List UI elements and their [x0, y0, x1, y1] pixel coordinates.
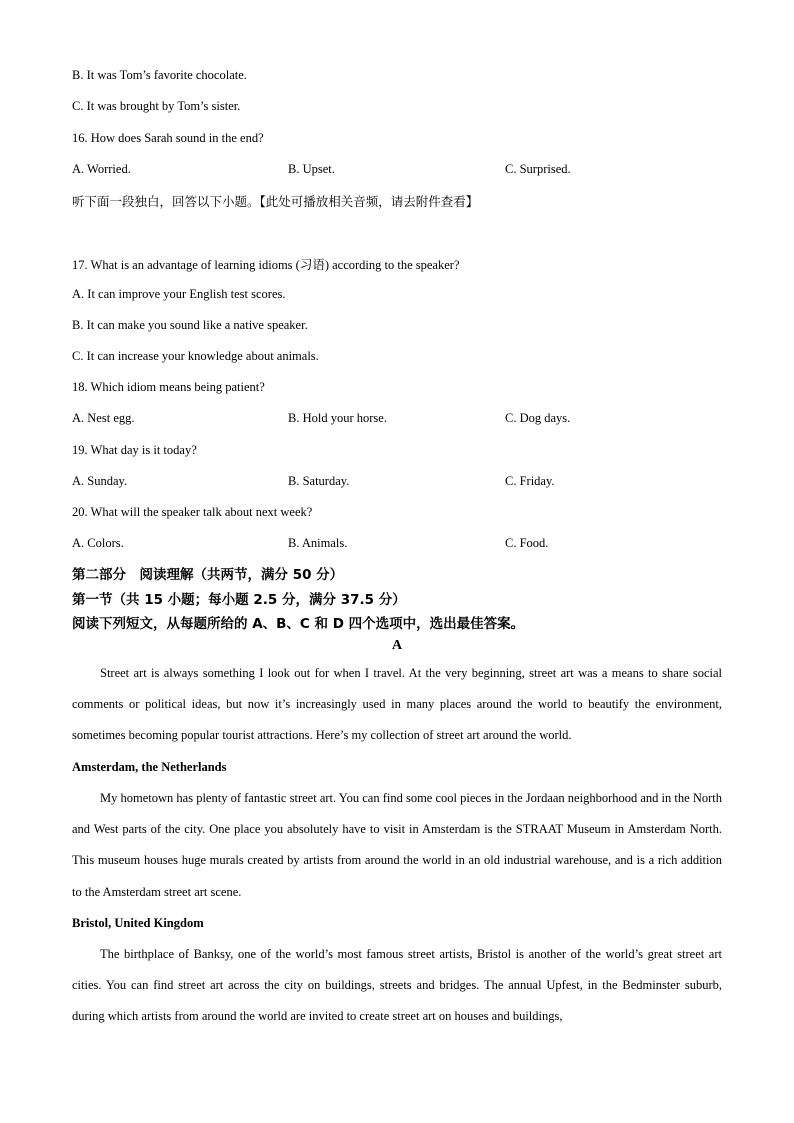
q18-option-b: B. Hold your horse. — [288, 411, 387, 425]
q17-option-c: C. It can increase your knowledge about animals. — [72, 349, 319, 363]
q17-option-b: B. It can make you sound like a native speaker. — [72, 318, 308, 332]
section1-title: 第一节（共 15 小题；每小题 2.5 分，满分 37.5 分） — [72, 592, 406, 608]
q17-option-a: A. It can improve your English test scores. — [72, 287, 286, 301]
q20-option-c: C. Food. — [505, 536, 549, 550]
q16-option-a: A. Worried. — [72, 162, 131, 176]
monologue-instruction: 听下面一段独白，回答以下小题。【此处可播放相关音频，请去附件查看】 — [72, 194, 479, 209]
passage-label: A — [391, 638, 403, 653]
part2-title: 第二部分 阅读理解（共两节，满分 50 分） — [72, 567, 344, 583]
q19-option-a: A. Sunday. — [72, 474, 128, 488]
q15-option-b: B. It was Tom’s favorite chocolate. — [72, 68, 247, 82]
q20-option-b: B. Animals. — [288, 536, 348, 550]
q15-option-c: C. It was brought by Tom’s sister. — [72, 99, 241, 113]
q16-option-b: B. Upset. — [288, 162, 335, 176]
q20-option-a: A. Colors. — [72, 536, 124, 550]
bristol-heading: Bristol, United Kingdom — [72, 916, 204, 930]
q19-option-c: C. Friday. — [505, 474, 555, 488]
q16-stem: 16. How does Sarah sound in the end? — [72, 131, 264, 145]
amsterdam-paragraph: My hometown has plenty of fantastic street art. You can find some cool pieces in the Jordaan neighborhood and in the North and West parts of the city. One place you absolutely have to visit in Amsterdam is the STRAAT Museum in Amsterdam North. This museum houses huge murals created by artists from around the world in an old industrial warehouse, and is a rich addition to the Amsterdam street art scene. — [72, 791, 722, 899]
q17-stem: 17. What is an advantage of learning idioms (习语) according to the speaker? — [72, 258, 460, 272]
q16-option-c: C. Surprised. — [505, 162, 571, 176]
q18-option-c: C. Dog days. — [505, 411, 571, 425]
amsterdam-heading: Amsterdam, the Netherlands — [72, 760, 227, 774]
q18-stem: 18. Which idiom means being patient? — [72, 380, 265, 394]
q20-stem: 20. What will the speaker talk about next week? — [72, 505, 313, 519]
passage-intro: Street art is always something I look out for when I travel. At the very beginning, street art was a means to share social comments or political ideas, but now it’s increasingly used in many places around the world to beautify the environment, sometimes becoming popular tourist attractions. Here’s my collection of street art around the world. — [72, 666, 722, 743]
q19-option-b: B. Saturday. — [288, 474, 350, 488]
reading-instruction: 阅读下列短文，从每题所给的 A、B、C 和 D 四个选项中，选出最佳答案。 — [72, 616, 525, 632]
q19-stem: 19. What day is it today? — [72, 443, 197, 457]
q18-option-a: A. Nest egg. — [72, 411, 135, 425]
bristol-paragraph: The birthplace of Banksy, one of the world’s most famous street artists, Bristol is another of the world’s great street art cities. You can find street art across the city on buildings, streets and bridges. The annual Upfest, in the Bedminster suburb, during which artists from around the world are invited to create street art on houses and buildings, — [72, 947, 722, 1024]
